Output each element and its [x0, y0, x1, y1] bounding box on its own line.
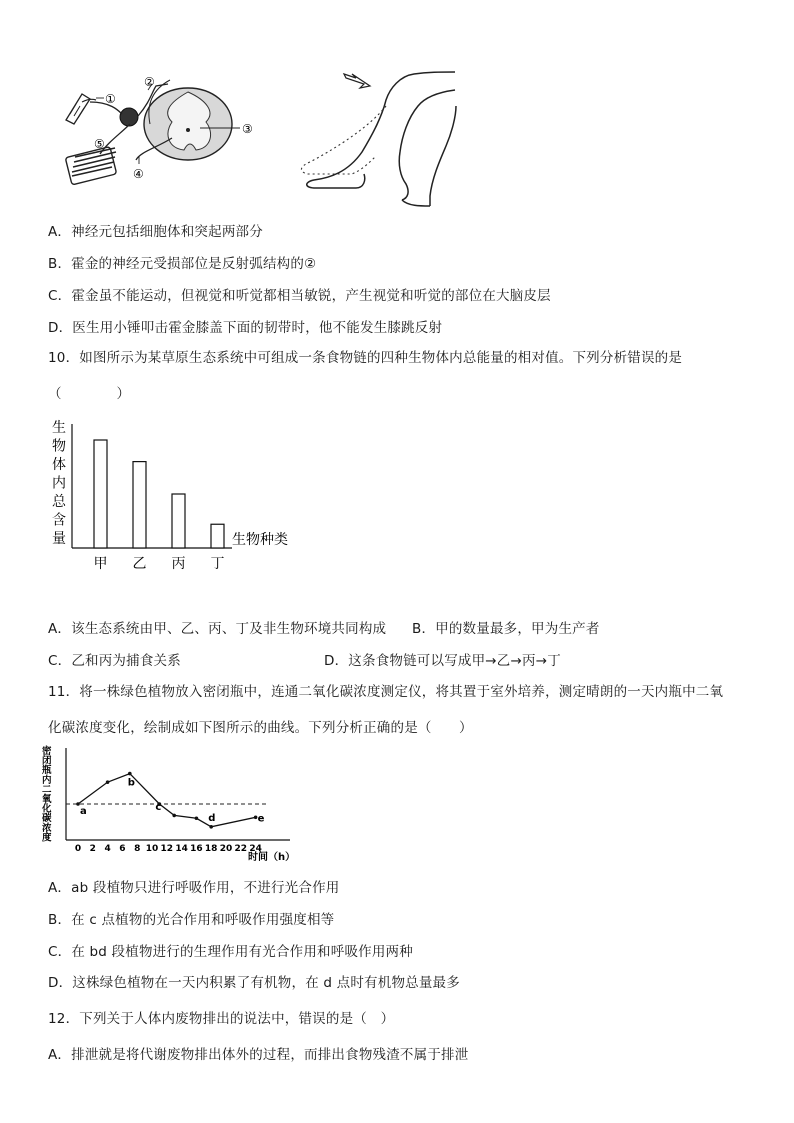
ganglion — [120, 108, 138, 126]
x-tick-label: 4 — [104, 844, 111, 854]
q11-option-b: B．在 c 点植物的光合作用和呼吸作用强度相等 — [48, 912, 335, 928]
x-tick-label: 2 — [89, 844, 96, 854]
skin-receptor — [66, 94, 96, 124]
bar-4 — [211, 524, 224, 548]
x-tick-label: 16 — [190, 844, 203, 854]
q12-stem: 12．下列关于人体内废物排出的说法中，错误的是（ ） — [48, 1011, 395, 1027]
fig-label-1: ① — [105, 92, 116, 106]
co2-line-chart — [36, 744, 306, 868]
curve-point — [195, 816, 199, 820]
bar-2 — [133, 462, 146, 548]
fig-label-5: ⑤ — [94, 137, 105, 151]
co2-curve — [78, 774, 256, 827]
point-label-c: c — [155, 802, 162, 813]
x-tick-label: 0 — [74, 844, 82, 854]
x-tick-label: 22 — [234, 844, 248, 854]
bar-chart-xlabel: 生物种类 — [232, 532, 288, 548]
spinal-cord — [144, 80, 232, 160]
line-chart-ylabel: 密闭瓶内二氧化碳浓度 — [42, 746, 52, 844]
x-tick-label: 14 — [175, 844, 188, 854]
curve-point — [209, 825, 213, 829]
leg-dotted-outline — [301, 106, 386, 174]
q9-option-a: A．神经元包括细胞体和突起两部分 — [48, 224, 263, 240]
bar-1 — [94, 440, 107, 548]
effector-muscle — [65, 147, 116, 185]
q10-answer-blank: （ ） — [48, 386, 131, 402]
q9-option-d: D．医生用小锤叩击霍金膝盖下面的韧带时，他不能发生膝跳反射 — [48, 320, 443, 336]
x-tick-label: 12 — [160, 844, 174, 854]
fig-label-4: ④ — [133, 167, 144, 181]
x-tick-label: 6 — [119, 844, 126, 854]
q11-option-a: A．ab 段植物只进行呼吸作用，不进行光合作用 — [48, 880, 340, 896]
q10-option-c: C．乙和丙为捕食关系 — [48, 653, 181, 669]
fig-label-2: ② — [144, 75, 155, 89]
q10-option-b: B．甲的数量最多，甲为生产者 — [412, 621, 600, 637]
line-chart-xlabel: 时间（h） — [248, 852, 296, 863]
bar-category-label: 乙 — [132, 556, 147, 572]
x-tick-label: 8 — [134, 844, 141, 854]
q10-option-a: A．该生态系统由甲、乙、丙、丁及非生物环境共同构成 — [48, 621, 387, 637]
q11-option-c: C．在 bd 段植物进行的生理作用有光合作用和呼吸作用两种 — [48, 944, 413, 960]
q9-option-c: C．霍金虽不能运动，但视觉和听觉都相当敏锐，产生视觉和听觉的部位在大脑皮层 — [48, 288, 551, 304]
q11-stem-line2: 化碳浓度变化，绘制成如下图所示的曲线。下列分析正确的是（ ） — [48, 720, 473, 736]
bar-category-label: 甲 — [93, 556, 108, 572]
x-tick-label: 24 — [249, 844, 262, 854]
reflex-arc-figure — [60, 72, 260, 190]
fig-label-3: ③ — [242, 122, 253, 136]
point-label-b: b — [127, 777, 135, 789]
bar-3 — [172, 494, 185, 548]
knee-jerk-figure — [290, 66, 470, 212]
curve-point — [128, 772, 132, 776]
q11-option-d: D．这株绿色植物在一天内积累了有机物，在 d 点时有机物总量最多 — [48, 975, 460, 991]
q10-option-d: D．这条食物链可以写成甲→乙→丙→丁 — [324, 653, 561, 669]
bar-chart-ylabel: 生物体内总含量 — [52, 420, 66, 547]
x-tick-label: 10 — [145, 844, 159, 854]
q11-stem-line1: 11．将一株绿色植物放入密闭瓶中，连通二氧化碳浓度测定仪，将其置于室外培养，测定晴朗的一天内瓶中二氧 — [48, 684, 724, 700]
leg-outline — [307, 72, 456, 206]
x-tick-label: 18 — [204, 844, 218, 854]
bar-category-label: 丙 — [171, 556, 186, 572]
point-label-a: a — [80, 806, 87, 817]
curve-point — [172, 814, 176, 818]
q12-option-a: A．排泄就是将代谢废物排出体外的过程，而排出食物残渣不属于排泄 — [48, 1047, 469, 1063]
point-label-e: e — [257, 813, 265, 825]
x-tick-label: 20 — [219, 844, 233, 854]
energy-bar-chart — [44, 418, 314, 578]
arrow-icon — [344, 74, 370, 88]
curve-point — [106, 780, 110, 784]
q10-stem: 10．如图所示为某草原生态系统中可组成一条食物链的四种生物体内总能量的相对值。下列分析错误的是 — [48, 350, 683, 366]
point-label-d: d — [208, 812, 216, 824]
bar-category-label: 丁 — [210, 556, 225, 572]
q9-option-b: B．霍金的神经元受损部位是反射弧结构的② — [48, 256, 317, 272]
